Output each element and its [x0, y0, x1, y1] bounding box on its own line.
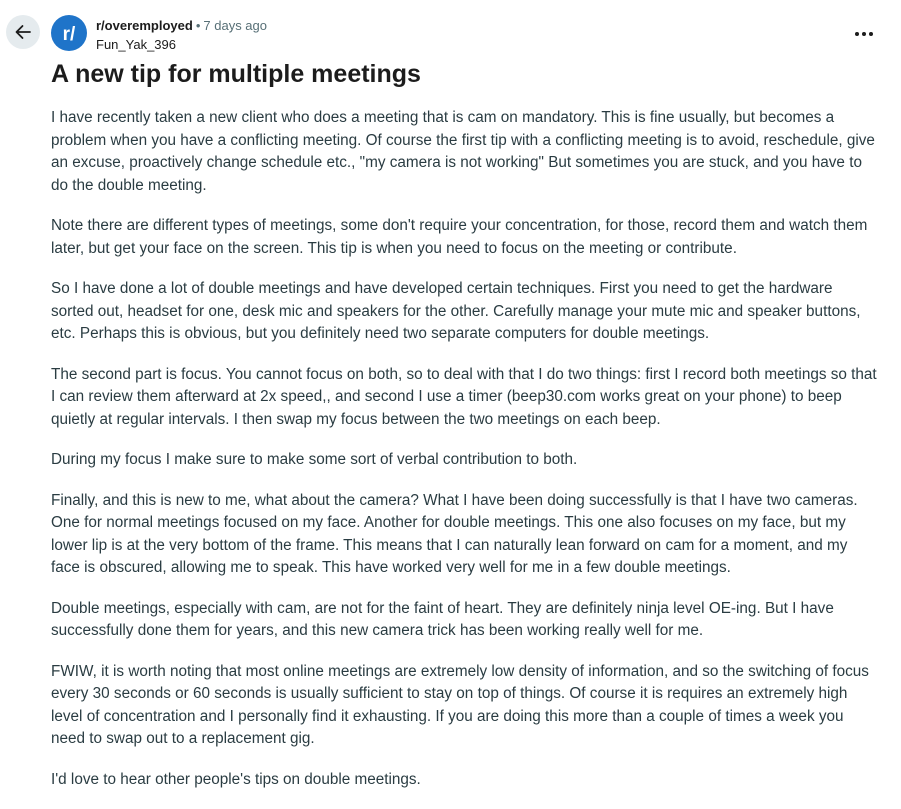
post-paragraph: Double meetings, especially with cam, are not for the faint of heart. They are definitely ninja level OE-ing. But I have successfully done them for years, and this new camera trick has been working really well for me.: [51, 599, 834, 639]
back-button[interactable]: [6, 15, 40, 49]
post-paragraph: FWIW, it is worth noting that most online meetings are extremely low density of information, and so the switching of focus every 30 seconds or 60 seconds is usually sufficient to stay on top of things. Of course it is requires an extremely high level of concentration and I personally find it exhausting. If you are doing this more than a couple of times a week you need to swap out to a replacement gig.: [51, 662, 869, 747]
arrow-left-icon: [13, 22, 33, 42]
meta-separator: •: [195, 18, 201, 33]
more-options-button[interactable]: [848, 20, 880, 48]
post-body: [51, 107, 879, 809]
author-link[interactable]: Fun_Yak_396: [96, 37, 176, 52]
svg-text:r/: r/: [62, 24, 76, 45]
post-paragraph: I have recently taken a new client who does a meeting that is cam on mandatory. This is fine usually, but becomes a problem when you have a conflicting meeting. Of course the first tip with a conflicting meeting is to avoid, reschedule, give an excuse, proactively change schedule etc., "my camera is not working" But sometimes you are stuck, and you have to do the double meeting.: [51, 109, 875, 194]
subreddit-link[interactable]: r/overemployed: [96, 18, 193, 33]
more-horizontal-icon: [854, 30, 874, 38]
post-title: A new tip for multiple meetings: [51, 60, 421, 88]
post-paragraph: I'd love to hear other people's tips on double meetings.: [51, 770, 421, 788]
post-paragraph: Note there are different types of meetings, some don't require your concentration, for those, record them and watch them later, but get your face on the screen. This tip is when you need to focus on the meeting or contribute.: [51, 217, 868, 257]
post-paragraph: During my focus I make sure to make some sort of verbal contribution to both.: [51, 451, 578, 468]
post-paragraph: So I have done a lot of double meetings and have developed certain techniques. First you need to get the hardware sorted out, headset for one, desk mic and speakers for the other. Carefully manage your mute mic and speaker buttons, etc. Perhaps this is obvious, but you definitely need two separate computers for double meetings.: [51, 280, 861, 342]
post-meta: [96, 17, 267, 53]
post-time: 7 days ago: [203, 18, 267, 33]
subreddit-icon: [51, 15, 87, 51]
post-paragraph: Finally, and this is new to me, what about the camera? What I have been doing successfully is that I have two cameras. One for normal meetings focused on my face. Another for double meetings. This one also focuses on my face, but my lower lip is at the very bottom of the frame. This means that I can naturally lean forward on cam for a moment, and my face is obscured, allowing me to speak. This have worked very well for me in a few double meetings.: [51, 491, 858, 576]
subreddit-avatar[interactable]: [51, 15, 87, 51]
post-paragraph: The second part is focus. You cannot focus on both, so to deal with that I do two things: first I record both meetings so that I can review them afterward at 2x speed,, and second I use a timer (beep30.com works great on your phone) to beep quietly at regular intervals. I then swap my focus between the two meetings on each beep.: [51, 365, 877, 428]
